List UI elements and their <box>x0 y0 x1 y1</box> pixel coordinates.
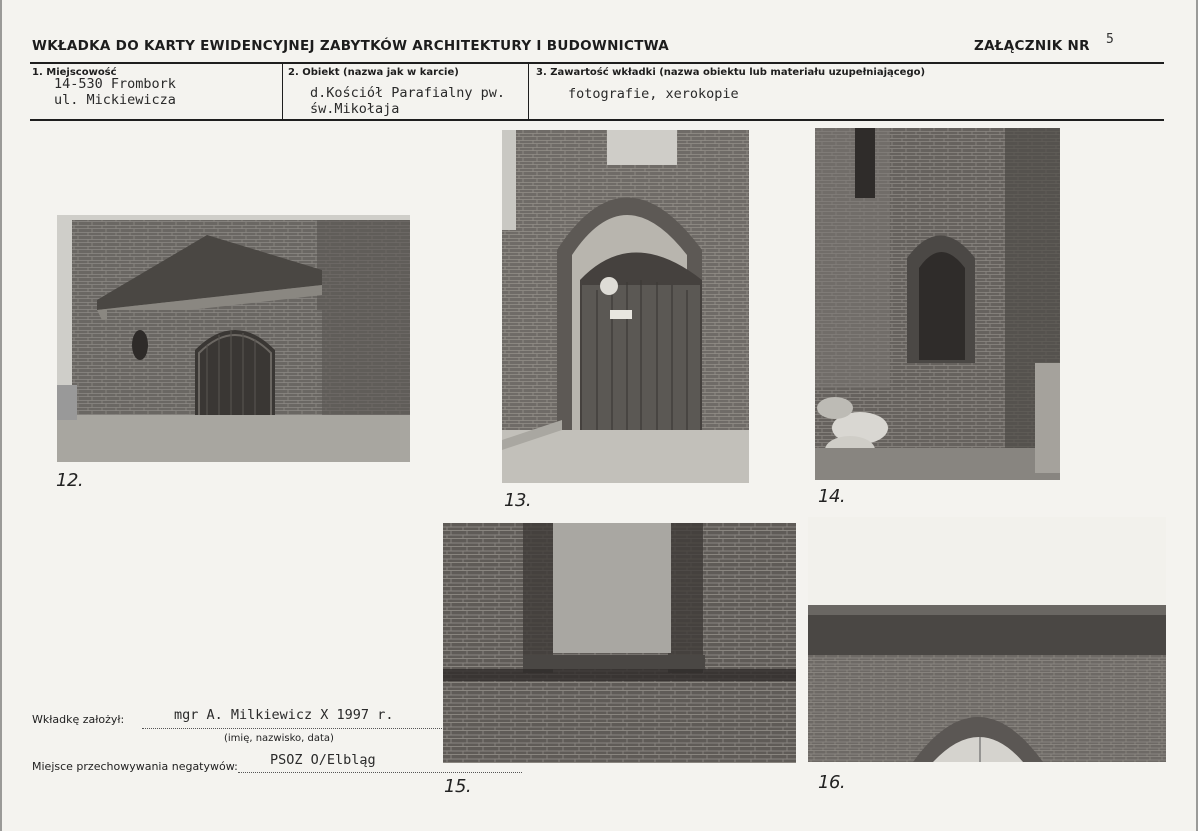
locality-label: 1. Miejscowość <box>32 67 117 78</box>
prepared-by-label: Wkładkę założył: <box>32 713 125 726</box>
negatives-line <box>238 772 522 773</box>
locality-line-2: ul. Mickiewicza <box>54 92 176 108</box>
document-sheet <box>2 0 1196 831</box>
document-title: WKŁADKA DO KARTY EWIDENCYJNEJ ZABYTKÓW ARCHITEKTURY I BUDOWNICTWA <box>32 38 670 54</box>
field-divider-2 <box>528 63 529 119</box>
contents-value: fotografie, xerokopie <box>568 86 739 102</box>
object-label: 2. Obiekt (nazwa jak w karcie) <box>288 67 459 78</box>
photo-15 <box>443 523 796 763</box>
header-rule-top <box>30 62 1164 64</box>
annex-label: ZAŁĄCZNIK NR <box>974 38 1090 54</box>
field-divider-1 <box>282 63 283 119</box>
photo-16-number: 16. <box>818 772 846 793</box>
photo-16 <box>808 517 1166 762</box>
negatives-label: Miejsce przechowywania negatywów: <box>32 760 238 773</box>
prepared-by-line <box>142 728 442 729</box>
photo-13 <box>502 130 749 483</box>
object-line-1: d.Kościół Parafialny pw. <box>310 85 506 101</box>
contents-label: 3. Zawartość wkładki (nazwa obiektu lub materiału uzupełniającego) <box>536 67 926 78</box>
header-rule-bottom <box>30 119 1164 121</box>
photo-15-number: 15. <box>444 776 472 797</box>
prepared-by-hint: (imię, nazwisko, data) <box>224 733 334 744</box>
locality-line-1: 14-530 Frombork <box>54 76 176 92</box>
annex-number: 5 <box>1106 32 1114 47</box>
negatives-value: PSOZ O/Elbląg <box>270 752 376 768</box>
object-line-2: św.Mikołaja <box>310 101 400 117</box>
prepared-by-value: mgr A. Milkiewicz X 1997 r. <box>174 707 394 723</box>
photo-12-number: 12. <box>56 470 84 491</box>
photo-13-number: 13. <box>504 490 532 511</box>
photo-14-number: 14. <box>818 486 846 507</box>
photo-12 <box>57 215 410 462</box>
photo-14 <box>815 128 1060 480</box>
